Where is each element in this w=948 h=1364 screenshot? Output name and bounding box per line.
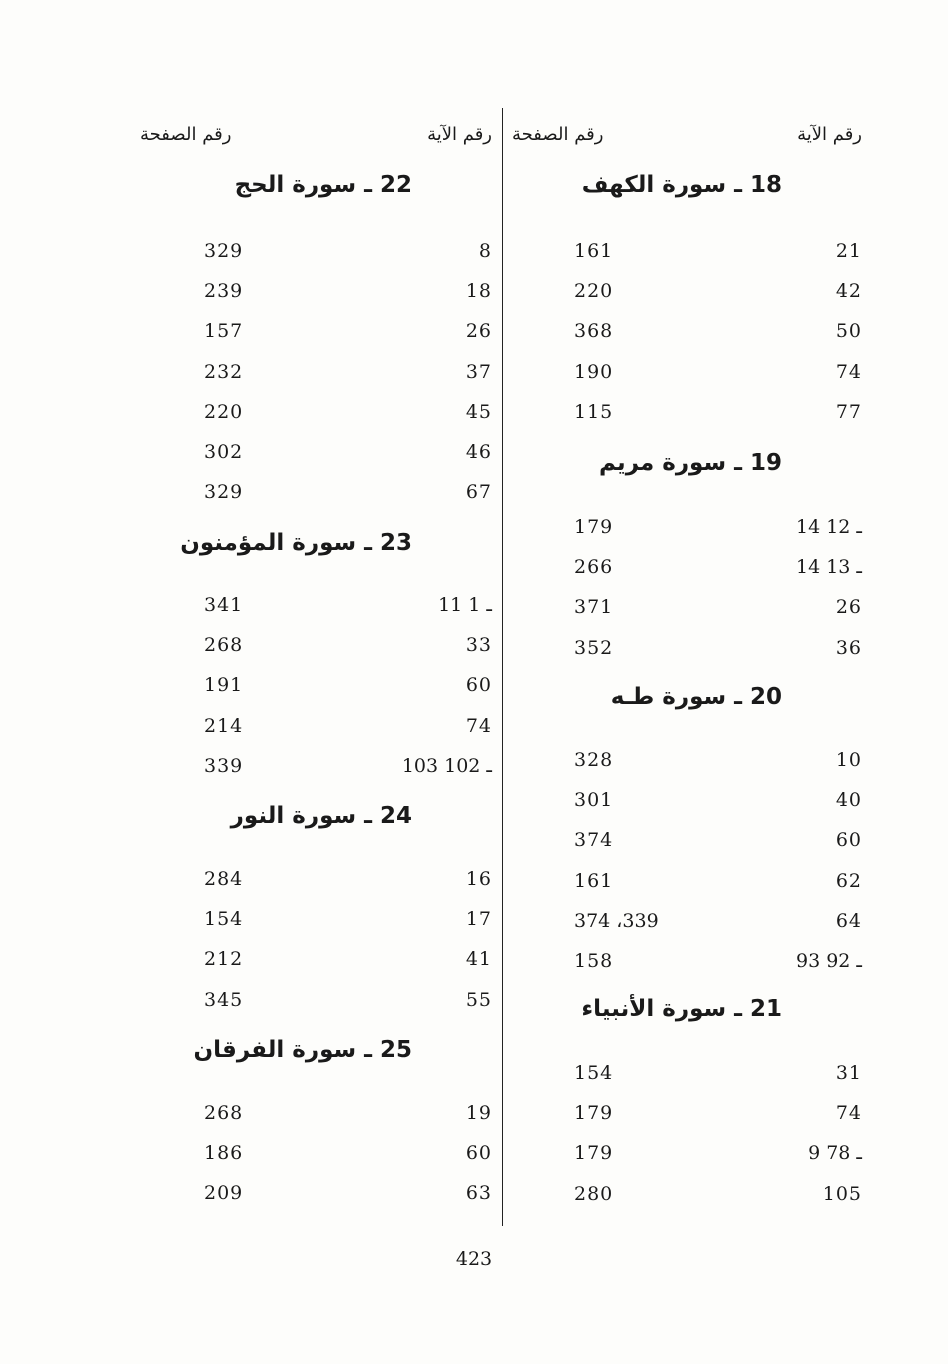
page-reference: 115	[574, 400, 614, 423]
index-row	[140, 320, 492, 344]
index-row	[140, 240, 492, 264]
verse-number: 62	[835, 869, 862, 892]
index-row	[512, 556, 862, 580]
page-reference: 374	[574, 829, 614, 852]
verse-number: 60	[835, 829, 862, 852]
index-row	[512, 1062, 862, 1086]
index-row	[512, 789, 862, 813]
verse-number: 45	[465, 400, 492, 423]
page-header: رقم الصفحة	[512, 124, 604, 145]
page-reference: 302	[204, 441, 244, 463]
index-row	[140, 594, 492, 618]
page-reference: 341	[204, 594, 244, 616]
verse-number: 55	[465, 988, 492, 1011]
verse-number: 14 ـ 12	[795, 516, 862, 538]
index-row	[140, 674, 492, 698]
page-reference: 374 ،339	[574, 909, 659, 932]
page-reference: 190	[574, 360, 614, 383]
verse-number: 31	[835, 1062, 862, 1084]
page-reference: 371	[574, 596, 614, 619]
page-reference: 158	[574, 950, 614, 972]
index-row	[512, 749, 862, 773]
verse-number: 105	[822, 1182, 862, 1205]
verse-number: 17	[465, 908, 492, 931]
verse-number: 19	[465, 1102, 492, 1124]
index-row	[512, 516, 862, 540]
index-row	[140, 361, 492, 385]
page-number: 423	[455, 1248, 493, 1270]
index-row	[512, 637, 862, 661]
page-reference: 328	[574, 749, 614, 771]
page-reference: 268	[204, 1102, 244, 1124]
index-row	[512, 320, 862, 344]
verse-number: 26	[835, 596, 862, 619]
page-reference: 212	[204, 948, 244, 971]
index-row	[140, 755, 492, 779]
page-reference: 220	[574, 280, 614, 303]
page-reference: 280	[574, 1182, 614, 1205]
page-reference: 191	[204, 674, 244, 697]
page-reference: 301	[574, 789, 614, 812]
verse-number: 77	[835, 400, 862, 423]
verse-number: 37	[465, 360, 492, 383]
page-reference: 161	[574, 869, 614, 892]
index-row	[140, 1142, 492, 1166]
index-row	[512, 240, 862, 264]
verse-number: 103 ـ 102	[401, 754, 492, 777]
page-reference: 345	[204, 988, 244, 1011]
verse-number: 46	[465, 441, 492, 463]
verse-header: رقم الآية	[427, 124, 492, 145]
verse-number: 9 ـ 78	[808, 1142, 862, 1165]
page-reference: 239	[204, 280, 244, 303]
index-row	[140, 868, 492, 892]
verse-number: 74	[835, 360, 862, 383]
page-reference: 161	[574, 240, 614, 262]
verse-number: 14 ـ 13	[795, 556, 862, 579]
index-row	[512, 829, 862, 853]
page-reference: 339	[204, 754, 244, 777]
verse-number: 41	[465, 948, 492, 971]
page-reference: 284	[204, 868, 244, 890]
index-row	[512, 596, 862, 620]
index-row	[140, 634, 492, 658]
page-reference: 214	[204, 714, 244, 737]
index-row	[512, 1183, 862, 1207]
index-row	[140, 280, 492, 304]
surah-title: 20 ـ سورة طـه	[610, 684, 782, 710]
page-reference: 179	[574, 1142, 614, 1165]
column-divider	[502, 108, 503, 1226]
index-row	[512, 870, 862, 894]
page-reference: 179	[574, 1102, 614, 1125]
page-reference: 352	[574, 636, 614, 659]
index-row	[512, 361, 862, 385]
verse-number: 93 ـ 92	[795, 950, 862, 972]
index-row	[140, 715, 492, 739]
verse-number: 60	[465, 674, 492, 697]
index-row	[512, 1142, 862, 1166]
page-reference: 209	[204, 1182, 244, 1205]
index-row	[140, 989, 492, 1013]
verse-number: 11 ـ 1	[438, 594, 492, 616]
verse-number: 60	[465, 1142, 492, 1165]
page-reference: 157	[204, 320, 244, 343]
index-row	[140, 441, 492, 465]
page-reference: 186	[204, 1142, 244, 1165]
verse-number: 64	[835, 909, 862, 932]
surah-title: 23 ـ سورة المؤمنون	[180, 530, 412, 556]
verse-number: 74	[465, 714, 492, 737]
page-reference: 329	[204, 240, 244, 262]
page-reference: 154	[204, 908, 244, 931]
page-header: رقم الصفحة	[140, 124, 232, 145]
verse-number: 42	[835, 280, 862, 303]
page-reference: 220	[204, 400, 244, 423]
index-row	[512, 280, 862, 304]
index-row	[512, 950, 862, 974]
index-row	[140, 401, 492, 425]
verse-number: 16	[465, 868, 492, 890]
verse-number: 33	[465, 634, 492, 657]
surah-title: 22 ـ سورة الحج	[234, 172, 412, 198]
index-row	[512, 910, 862, 934]
surah-title: 19 ـ سورة مريم	[599, 450, 782, 476]
page-reference: 266	[574, 556, 614, 579]
index-row	[140, 481, 492, 505]
index-row	[140, 1102, 492, 1126]
page-reference: 368	[574, 320, 614, 343]
surah-title: 25 ـ سورة الفرقان	[193, 1037, 412, 1063]
verse-number: 21	[835, 240, 862, 262]
page-reference: 268	[204, 634, 244, 657]
verse-header: رقم الآية	[797, 124, 862, 145]
page-reference: 232	[204, 360, 244, 383]
surah-title: 21 ـ سورة الأنبياء	[581, 996, 782, 1022]
index-row	[512, 1102, 862, 1126]
page-reference: 329	[204, 481, 244, 504]
verse-number: 18	[465, 280, 492, 303]
verse-number: 36	[835, 636, 862, 659]
page-reference: 154	[574, 1062, 614, 1084]
verse-number: 10	[835, 749, 862, 771]
index-row	[140, 1182, 492, 1206]
page-reference: 179	[574, 516, 614, 538]
verse-number: 67	[465, 481, 492, 504]
verse-number: 26	[465, 320, 492, 343]
verse-number: 74	[835, 1102, 862, 1125]
verse-number: 50	[835, 320, 862, 343]
index-row	[140, 948, 492, 972]
verse-number: 40	[835, 789, 862, 812]
surah-title: 24 ـ سورة النور	[230, 803, 412, 829]
verse-number: 8	[478, 240, 492, 262]
index-row	[512, 401, 862, 425]
index-row	[140, 908, 492, 932]
surah-title: 18 ـ سورة الكهف	[581, 172, 782, 198]
verse-number: 63	[465, 1182, 492, 1205]
